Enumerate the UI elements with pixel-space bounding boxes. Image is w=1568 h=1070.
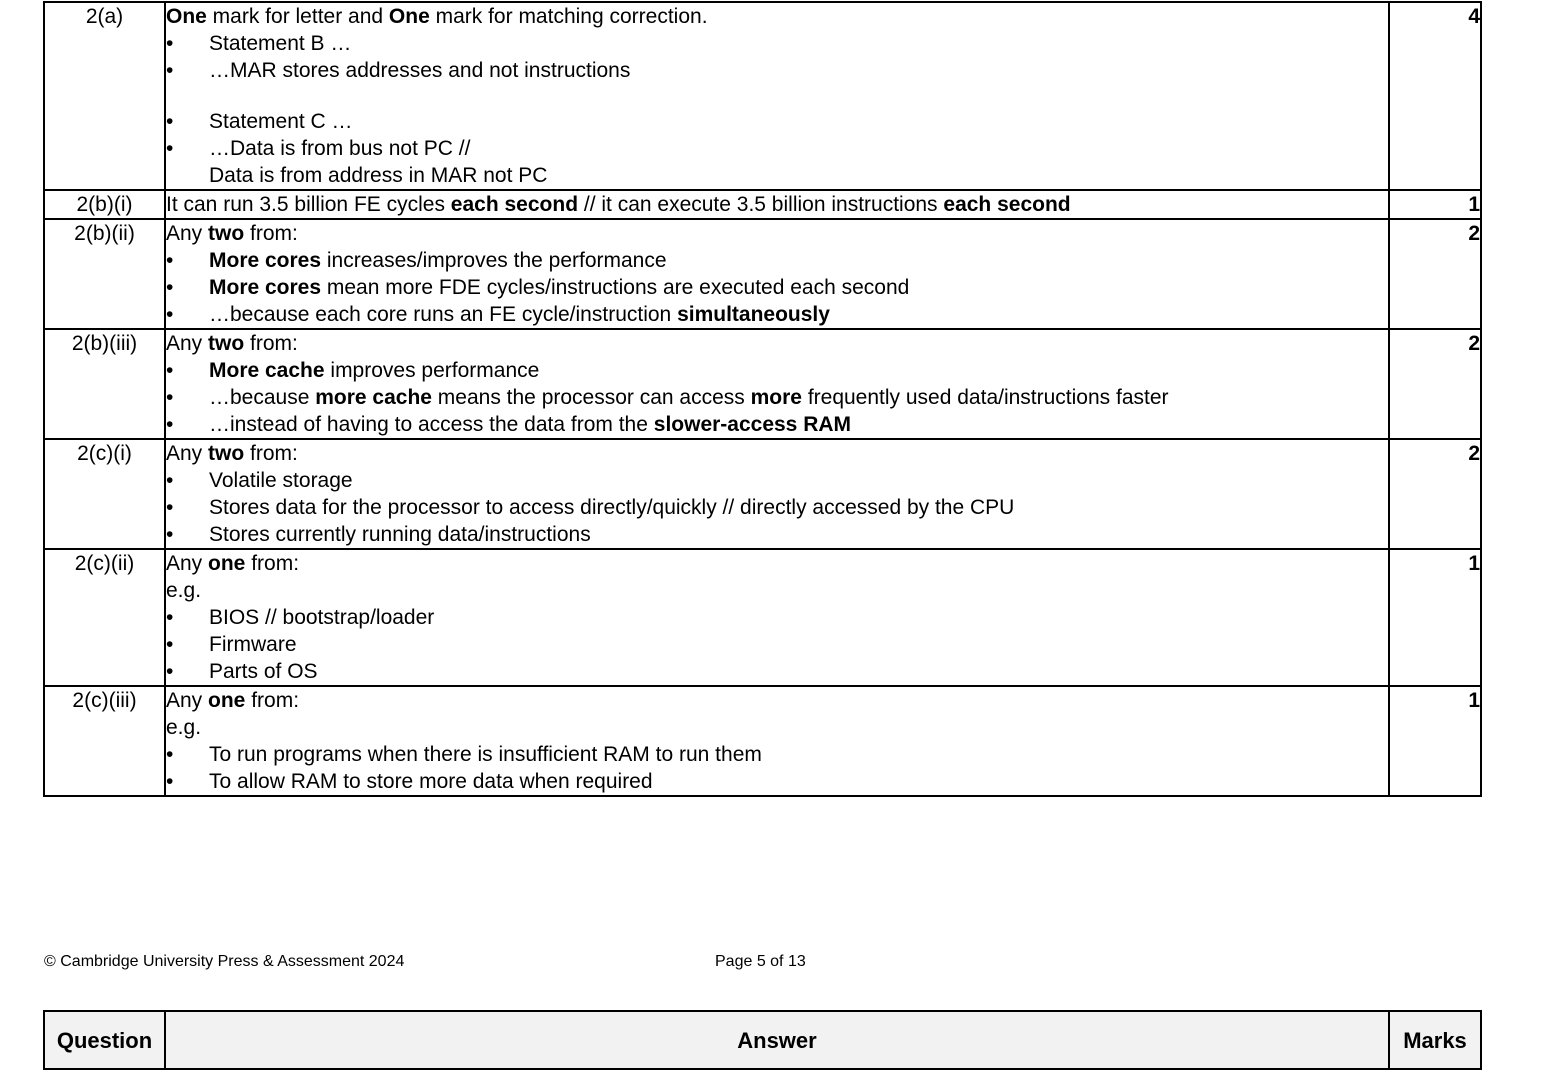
answer-line bbox=[166, 550, 1388, 577]
bullet-point bbox=[166, 57, 1388, 84]
question-number: 2(b)(ii) bbox=[44, 219, 165, 329]
bullet-point bbox=[166, 247, 1388, 274]
text-run: from: bbox=[245, 552, 300, 575]
text-run: mark for matching correction. bbox=[429, 5, 708, 28]
answer-line bbox=[166, 220, 1388, 247]
text-run: Any bbox=[166, 222, 209, 245]
bold-text: More cores bbox=[209, 249, 322, 272]
text-run: To run programs when there is insufficient RAM to run them bbox=[209, 743, 762, 766]
text-run: To allow RAM to store more data when required bbox=[209, 770, 653, 793]
bold-text: two bbox=[208, 442, 245, 465]
text-run: from: bbox=[245, 689, 300, 712]
marks-value: 2 bbox=[1389, 329, 1481, 439]
bullet-point bbox=[166, 467, 1388, 494]
question-number: 2(b)(iii) bbox=[44, 329, 165, 439]
marks-value: 1 bbox=[1389, 190, 1481, 219]
answer-cell bbox=[165, 2, 1389, 190]
text-run: Any bbox=[166, 442, 209, 465]
bold-text: one bbox=[208, 689, 246, 712]
bullet-point bbox=[166, 631, 1388, 658]
answer-line bbox=[166, 714, 1388, 741]
bullet-point bbox=[166, 135, 1388, 162]
bold-text: each second bbox=[450, 193, 579, 216]
mark-scheme-row bbox=[44, 329, 1481, 439]
header-marks: Marks bbox=[1389, 1011, 1481, 1069]
question-number: 2(c)(ii) bbox=[44, 549, 165, 686]
next-page-header-table bbox=[43, 1010, 1482, 1070]
question-number: 2(c)(i) bbox=[44, 439, 165, 549]
mark-scheme-row bbox=[44, 219, 1481, 329]
bullet-point bbox=[166, 30, 1388, 57]
bold-text: One bbox=[166, 5, 207, 28]
text-run: means the processor can access bbox=[431, 386, 751, 409]
bullet-point bbox=[166, 357, 1388, 384]
answer-cell bbox=[165, 329, 1389, 439]
bullet-point bbox=[166, 604, 1388, 631]
text-run: …Data is from bus not PC // bbox=[209, 137, 471, 160]
text-run: Parts of OS bbox=[209, 660, 318, 683]
bullet-point bbox=[166, 768, 1388, 795]
question-number: 2(c)(iii) bbox=[44, 686, 165, 796]
text-run: from: bbox=[244, 222, 298, 245]
text-run: BIOS // bootstrap/loader bbox=[209, 606, 435, 629]
text-run: from: bbox=[244, 332, 298, 355]
mark-scheme-table bbox=[43, 1, 1482, 797]
header-row bbox=[44, 1011, 1481, 1069]
copyright-footer: © Cambridge University Press & Assessment 2024 bbox=[44, 953, 405, 970]
answer-line bbox=[166, 3, 1388, 30]
bold-text: More cache bbox=[209, 359, 325, 382]
text-run: // it can execute 3.5 billion instructions bbox=[578, 193, 944, 216]
mark-scheme-row bbox=[44, 549, 1481, 686]
mark-scheme-row bbox=[44, 439, 1481, 549]
marks-value: 2 bbox=[1389, 439, 1481, 549]
bold-text: each second bbox=[943, 193, 1071, 216]
answer-cell bbox=[165, 549, 1389, 686]
answer-line bbox=[166, 191, 1388, 218]
bold-text: two bbox=[208, 332, 245, 355]
text-run: Data is from address in MAR not PC bbox=[209, 164, 548, 187]
bold-text: two bbox=[208, 222, 245, 245]
mark-scheme-row bbox=[44, 190, 1481, 219]
marks-value: 2 bbox=[1389, 219, 1481, 329]
text-run: …because each core runs an FE cycle/instruction bbox=[209, 303, 678, 326]
spacer bbox=[166, 84, 1388, 108]
answer-line bbox=[166, 577, 1388, 604]
answer-line bbox=[166, 330, 1388, 357]
text-run: Statement B … bbox=[209, 32, 352, 55]
bullet-point bbox=[166, 411, 1388, 438]
bullet-point bbox=[166, 494, 1388, 521]
text-run: …instead of having to access the data from the bbox=[209, 413, 654, 436]
bold-text: slower-access RAM bbox=[653, 413, 852, 436]
page-number: Page 5 of 13 bbox=[715, 953, 806, 970]
text-run: mean more FDE cycles/instructions are executed each second bbox=[321, 276, 910, 299]
bold-text: One bbox=[388, 5, 430, 28]
text-run: e.g. bbox=[166, 716, 202, 739]
text-run: frequently used data/instructions faster bbox=[801, 386, 1169, 409]
bullet-point bbox=[166, 301, 1388, 328]
question-number: 2(b)(i) bbox=[44, 190, 165, 219]
header-answer: Answer bbox=[165, 1011, 1389, 1069]
bold-text: simultaneously bbox=[677, 303, 830, 326]
text-run: Any bbox=[166, 689, 209, 712]
marks-value: 1 bbox=[1389, 686, 1481, 796]
answer-line bbox=[166, 162, 1388, 189]
mark-scheme-rows bbox=[44, 2, 1481, 796]
text-run: …MAR stores addresses and not instructions bbox=[209, 59, 631, 82]
marks-value: 4 bbox=[1389, 2, 1481, 190]
text-run: mark for letter and bbox=[206, 5, 389, 28]
mark-scheme-row bbox=[44, 2, 1481, 190]
answer-line bbox=[166, 440, 1388, 467]
bullet-point bbox=[166, 521, 1388, 548]
bullet-point bbox=[166, 384, 1388, 411]
answer-cell bbox=[165, 219, 1389, 329]
answer-cell bbox=[165, 190, 1389, 219]
text-run: Volatile storage bbox=[209, 469, 353, 492]
text-run: …because bbox=[209, 386, 316, 409]
mark-scheme-row bbox=[44, 686, 1481, 796]
bold-text: more cache bbox=[315, 386, 432, 409]
text-run: e.g. bbox=[166, 579, 202, 602]
text-run: It can run 3.5 billion FE cycles bbox=[166, 193, 451, 216]
answer-line bbox=[166, 687, 1388, 714]
text-run: Firmware bbox=[209, 633, 297, 656]
answer-cell bbox=[165, 439, 1389, 549]
text-run: from: bbox=[244, 442, 298, 465]
text-run: improves performance bbox=[324, 359, 540, 382]
bold-text: More cores bbox=[209, 276, 322, 299]
bullet-point bbox=[166, 741, 1388, 768]
text-run: Statement C … bbox=[209, 110, 353, 133]
text-run: Any bbox=[166, 552, 209, 575]
text-run: increases/improves the performance bbox=[321, 249, 667, 272]
bold-text: more bbox=[750, 386, 802, 409]
question-number: 2(a) bbox=[44, 2, 165, 190]
header-question: Question bbox=[44, 1011, 165, 1069]
marks-value: 1 bbox=[1389, 549, 1481, 686]
answer-cell bbox=[165, 686, 1389, 796]
bullet-point bbox=[166, 108, 1388, 135]
bold-text: one bbox=[208, 552, 246, 575]
text-run: Stores data for the processor to access directly/quickly // directly accessed by the CPU bbox=[209, 496, 1015, 519]
bullet-point bbox=[166, 274, 1388, 301]
text-run: Stores currently running data/instructions bbox=[209, 523, 591, 546]
text-run: Any bbox=[166, 332, 209, 355]
bullet-point bbox=[166, 658, 1388, 685]
